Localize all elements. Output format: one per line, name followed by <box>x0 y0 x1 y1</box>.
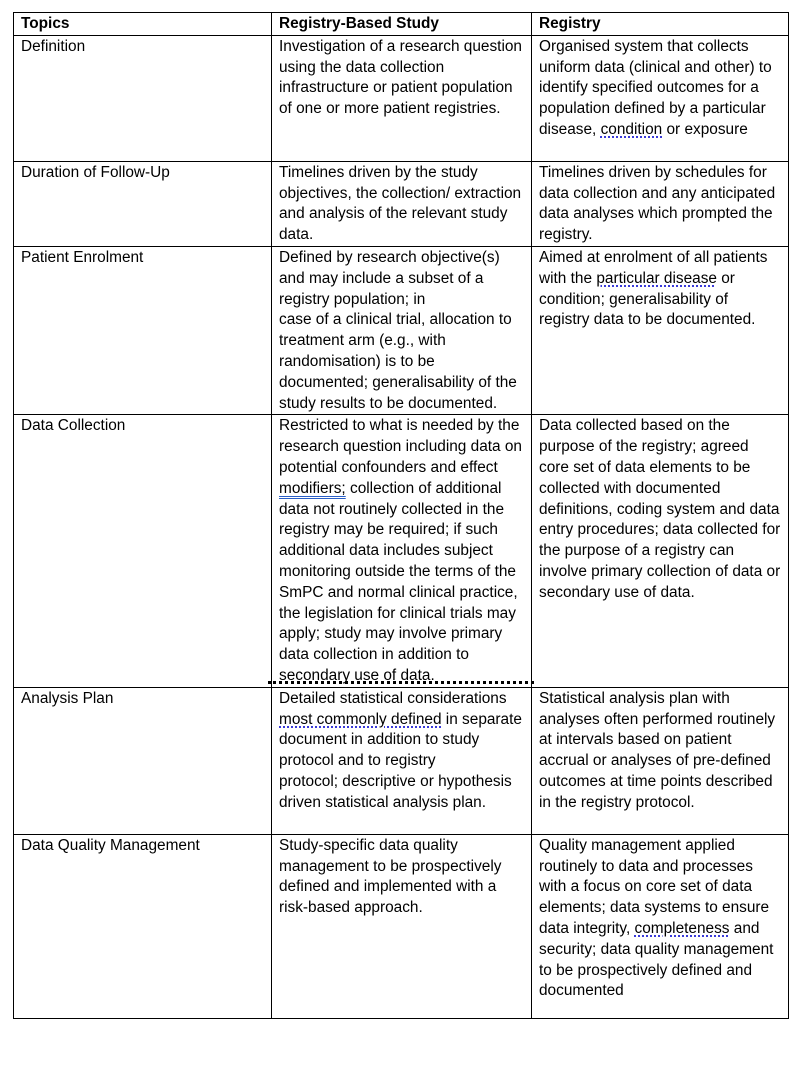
proofing-underline: condition <box>600 120 663 138</box>
dotted-text-marker <box>268 681 534 684</box>
cell-text: Timelines driven by schedules for data collection and any anticipated data analyses which prompted the registry. <box>539 163 776 244</box>
table-row <box>14 246 789 414</box>
study-cell <box>272 35 532 161</box>
topic-cell: Analysis Plan <box>14 687 272 834</box>
registry-cell <box>532 161 789 246</box>
header-topics: Topics <box>14 13 272 36</box>
study-cell <box>272 687 532 834</box>
topic-cell: Definition <box>14 35 272 161</box>
table-row <box>14 161 789 246</box>
cell-text: Restricted to what is needed by the research question including data on potential confounders and effect modifiers; collection of additional data not routinely collected in the registry may be required; if such additional data includes subject monitoring outside the terms of the SmPC and normal clinical practice, the legislation for clinical trials may apply; study may involve primary data collection in addition to secondary use of data. <box>279 417 522 684</box>
registry-cell <box>532 35 789 161</box>
cell-text: Quality management applied routinely to data and processes with a focus on core set of data elements; data systems to ensure <box>539 836 770 917</box>
header-row <box>14 13 789 36</box>
cell-text: Data collected based on the purpose of the registry; agreed core set of data elements to be collected with documented definitions, coding system and data entry procedures; data collected for the purpose of a registry can involve primary collection of data or secondary use of data. <box>539 417 781 601</box>
cropped-caption <box>0 1082 800 1090</box>
table-row <box>14 35 789 161</box>
topic-cell: Patient Enrolment <box>14 246 272 414</box>
registry-cell <box>532 246 789 414</box>
study-cell <box>272 415 532 687</box>
table-row <box>14 834 789 1018</box>
topic-cell: Data Collection <box>14 415 272 687</box>
cell-text: protocol; descriptive or hypothesis driven statistical analysis plan. <box>279 772 512 811</box>
cell-text: Investigation of a research question using the data collection infrastructure or patient population of one or more patient registries. <box>279 37 522 118</box>
proofing-underline: modifiers; <box>279 479 346 497</box>
proofing-underline: most commonly defined <box>279 710 442 728</box>
study-cell <box>272 834 532 1018</box>
topic-cell: Duration of Follow-Up <box>14 161 272 246</box>
topic-cell: Data Quality Management <box>14 834 272 1018</box>
cell-text: Organised system that collects uniform data (clinical and other) to identify specified outcomes for a population defined by a particular disease, condition or exposure <box>539 37 772 138</box>
study-cell <box>272 246 532 414</box>
cell-text: Aimed at enrolment of all patients with the particular disease or condition; generalisability of registry data to be documented. <box>539 248 768 329</box>
header-registry-based-study: Registry-Based Study <box>272 13 532 36</box>
header-registry: Registry <box>532 13 789 36</box>
cell-text: Statistical analysis plan with analyses often performed routinely at intervals based on patient accrual or analyses of pre-defined outcomes at time points described in the registry protocol. <box>539 689 776 811</box>
table-row <box>14 687 789 834</box>
proofing-underline: particular disease <box>596 269 717 287</box>
comparison-table <box>13 12 789 1019</box>
study-cell <box>272 161 532 246</box>
registry-cell <box>532 687 789 834</box>
proofing-underline: completeness <box>634 919 730 937</box>
cell-text: Defined by research objective(s) and may include a subset of a registry population; in <box>279 248 500 308</box>
cell-text: Timelines driven by the study objectives, the collection/ extraction and analysis of the relevant study data. <box>279 163 522 244</box>
cell-text: Detailed statistical considerations most commonly defined in separate document in addition to study protocol and to registry <box>279 689 522 770</box>
cell-text: data integrity, completeness and security; data quality management to be prospectively defined and documented <box>539 919 774 1000</box>
registry-cell <box>532 834 789 1018</box>
cell-text: Study-specific data quality management to be prospectively defined and implemented with a risk-based approach. <box>279 836 502 917</box>
registry-cell <box>532 415 789 687</box>
table-row <box>14 415 789 687</box>
cell-text: case of a clinical trial, allocation to treatment arm (e.g., with randomisation) is to be documented; generalisability of the study results to be documented. <box>279 311 517 412</box>
